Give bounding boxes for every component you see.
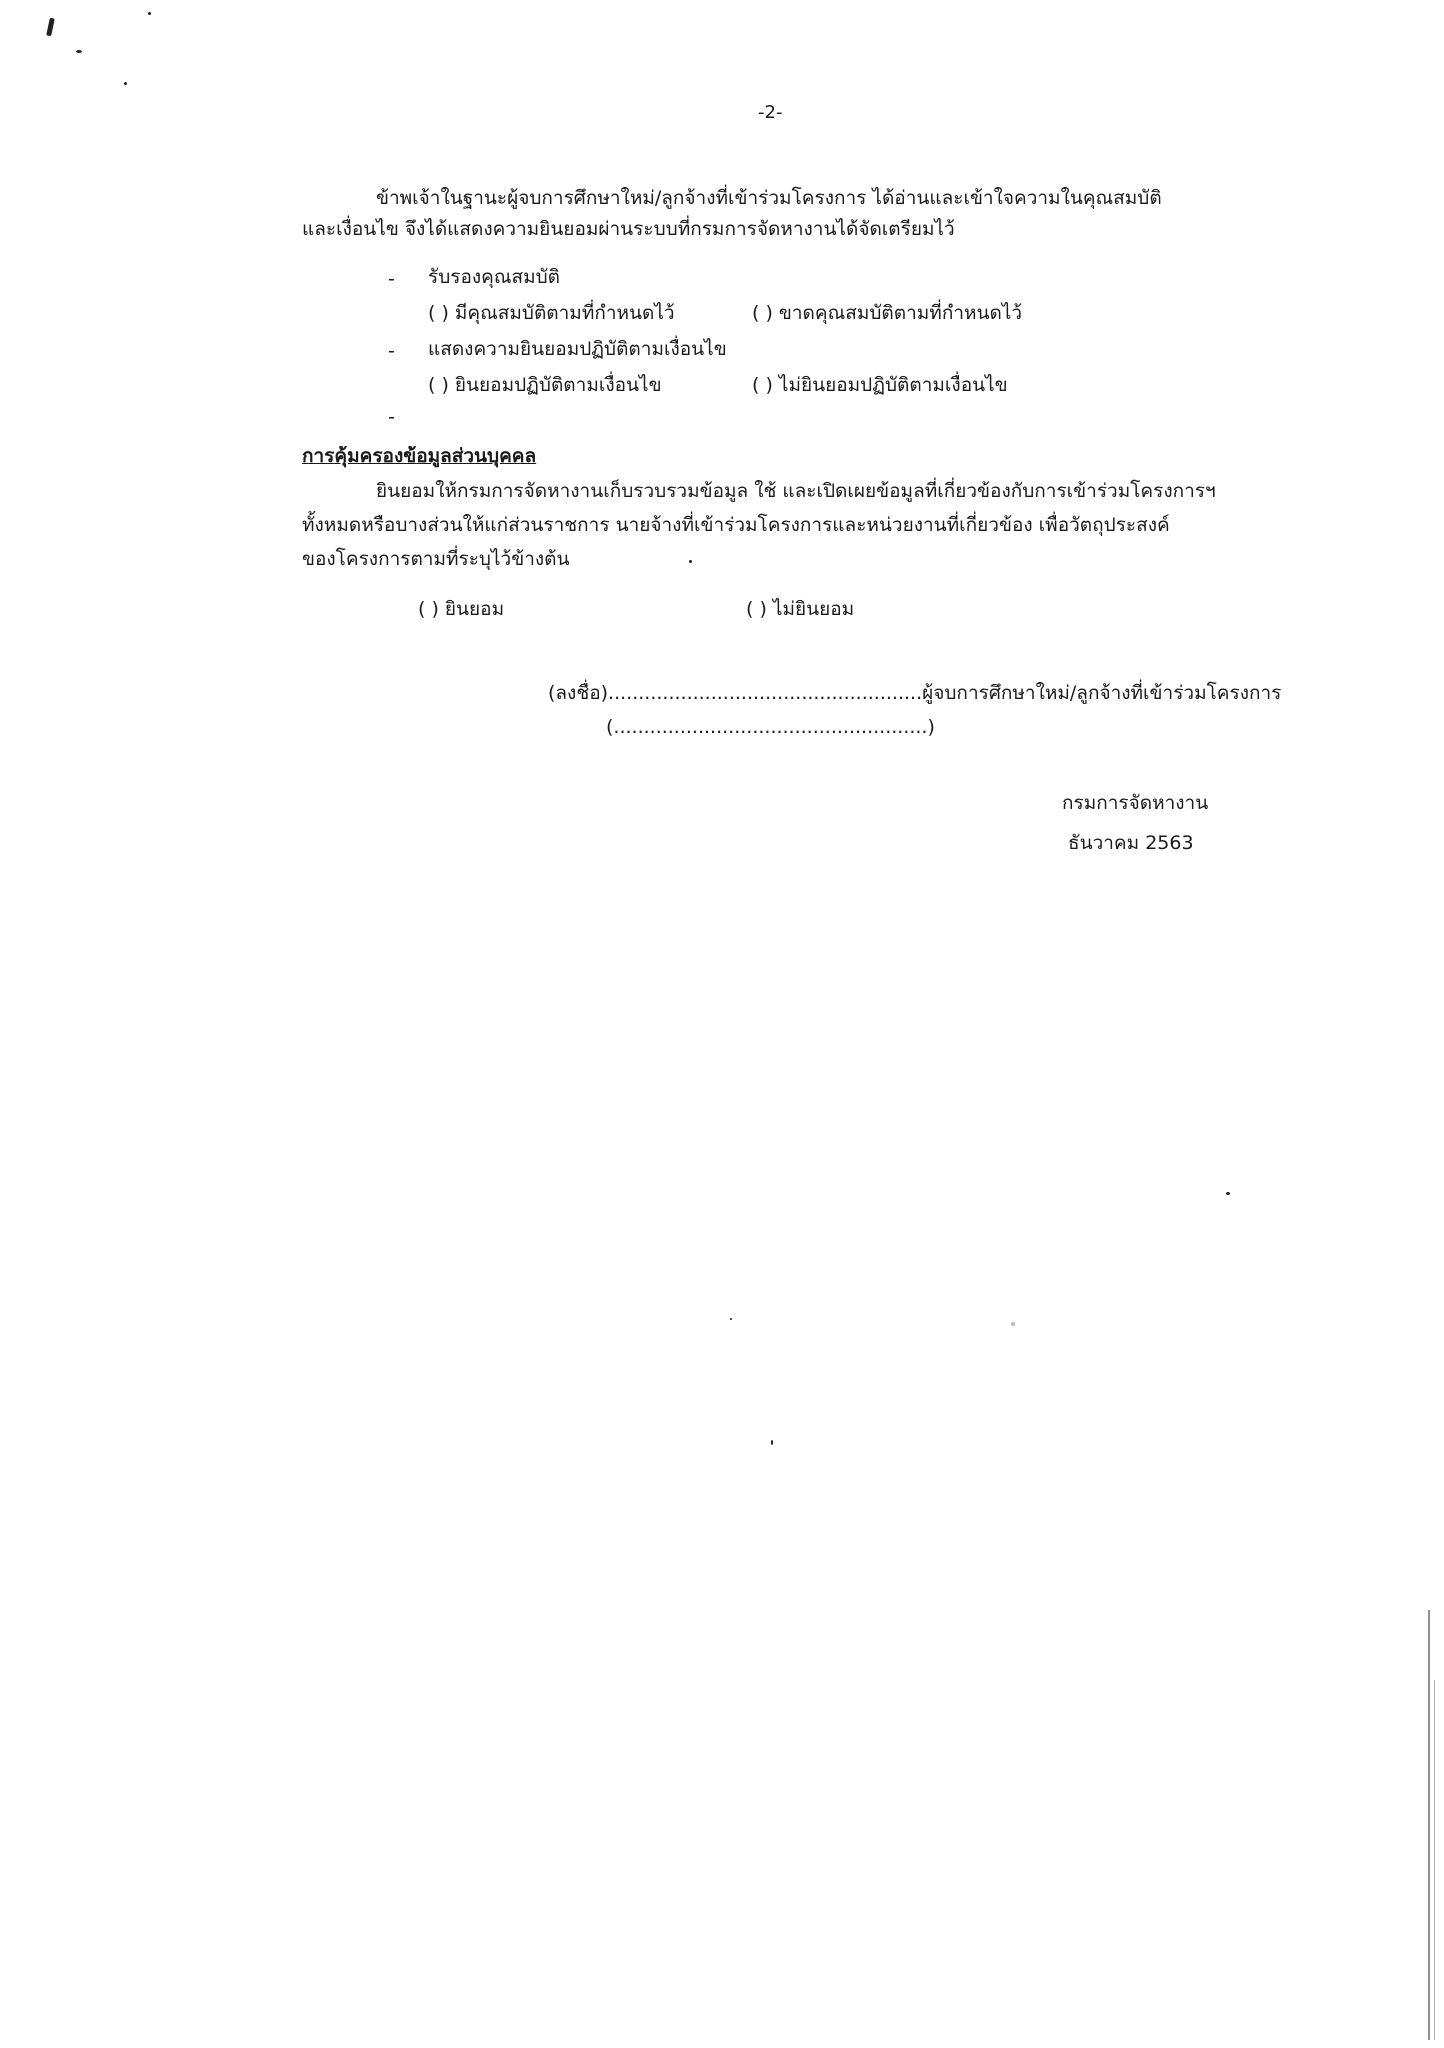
scan-speck — [771, 1440, 773, 1445]
conditions-label: แสดงความยินยอมปฏิบัติตามเงื่อนไข — [428, 338, 727, 360]
issuer-department: กรมการจัดหางาน — [1062, 792, 1209, 814]
intro-line-1: ข้าพเจ้าในฐานะผู้จบการศึกษาใหม่/ลูกจ้างที่เข้าร่วมโครงการ ได้อ่านและเข้าใจความในคุณสมบัติ — [376, 187, 1162, 209]
bullet-dash: - — [388, 340, 395, 362]
signature-line: (ลงชื่อ)....................................................ผู้จบการศึกษาใหม่/ลูกจ้างที่เข้าร่วมโครงการ — [548, 682, 1282, 704]
bullet-dash: - — [388, 268, 395, 290]
conditions-option-yes: ( ) ยินยอมปฏิบัติตามเงื่อนไข — [428, 374, 662, 396]
scan-speck — [730, 1318, 732, 1320]
signature-name-line: (....................................................) — [606, 716, 935, 738]
scan-speck — [1011, 1322, 1015, 1326]
scan-speck — [1226, 1192, 1230, 1195]
scan-edge-line — [1428, 1610, 1430, 2040]
scan-speck — [148, 12, 151, 15]
qualification-option-no: ( ) ขาดคุณสมบัติตามที่กำหนดไว้ — [752, 302, 1023, 324]
privacy-heading: การคุ้มครองข้อมูลส่วนบุคคล — [302, 445, 537, 467]
privacy-option-yes: ( ) ยินยอม — [418, 598, 505, 620]
privacy-option-no: ( ) ไม่ยินยอม — [746, 598, 855, 620]
conditions-option-no: ( ) ไม่ยินยอมปฏิบัติตามเงื่อนไข — [752, 374, 1008, 396]
privacy-line-2: ทั้งหมดหรือบางส่วนให้แก่ส่วนราชการ นายจ้างที่เข้าร่วมโครงการและหน่วยงานที่เกี่ยวข้อง เพื่อวัตถุประสงค์ — [302, 514, 1170, 536]
scan-speck — [76, 50, 82, 53]
privacy-line-1: ยินยอมให้กรมการจัดหางานเก็บรวบรวมข้อมูล ใช้ และเปิดเผยข้อมูลที่เกี่ยวข้องกับการเข้าร่วมโครงการฯ — [376, 480, 1216, 502]
intro-line-2: และเงื่อนไข จึงได้แสดงความยินยอมผ่านระบบที่กรมการจัดหางานได้จัดเตรียมไว้ — [302, 218, 955, 240]
page-number: -2- — [758, 102, 783, 123]
scan-speck — [46, 18, 55, 37]
bullet-dash: - — [388, 406, 395, 428]
scan-edge-line — [1434, 1680, 1435, 2040]
privacy-line-3: ของโครงการตามที่ระบุไว้ข้างต้น — [302, 548, 570, 570]
qualification-label: รับรองคุณสมบัติ — [428, 266, 561, 288]
scan-speck — [689, 560, 692, 563]
issuer-date: ธันวาคม 2563 — [1068, 832, 1194, 854]
qualification-option-yes: ( ) มีคุณสมบัติตามที่กำหนดไว้ — [428, 302, 675, 324]
scan-speck — [124, 82, 127, 85]
